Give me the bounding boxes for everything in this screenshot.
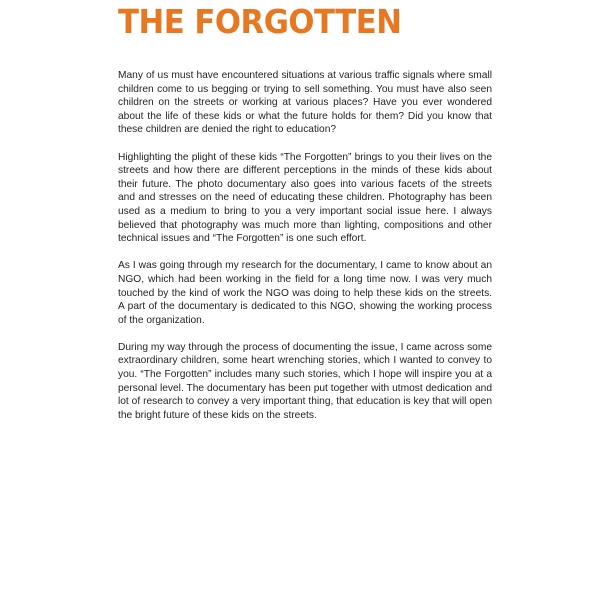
paragraph-2: Highlighting the plight of these kids “The Forgotten” brings to you their lives on the streets and how there are different perceptions in the minds of these kids about their future. The photo documentary also goes into various facets of the streets and and stresses on the need of educating these children. Photography has been used as a medium to bring to you a very important social issue here. I always believed that photography was much more than lighting, compositions and other technical issues and “The Forgotten” is one such effort. <box>118 151 492 245</box>
page-title: THE FORGOTTEN <box>118 2 402 41</box>
article-body <box>118 69 492 436</box>
paragraph-1: Many of us must have encountered situations at various traffic signals where small children come to us begging or trying to sell something. You must have also seen children on the streets or working at various places? Have you ever wondered about the life of these kids or what the future holds for them? Did you know that these children are denied the right to education? <box>118 70 492 136</box>
paragraph-3: As I was going through my research for the documentary, I came to know about an NGO, which had been working in the field for a long time now. I was very much touched by the kind of work the NGO was doing to help these kids on the streets. A part of the documentary is dedicated to this NGO, showing the working process of the organization. <box>118 260 492 326</box>
paragraph-4: During my way through the process of documenting the issue, I came across some extraordinary children, some heart wrenching stories, which I wanted to convey to you. “The Forgotten” includes many such stories, which I hope will inspire you at a personal level. The documentary has been put together with utmost dedication and lot of research to convey a very important thing, that education is key that will open the bright future of these kids on the streets. <box>118 341 492 421</box>
